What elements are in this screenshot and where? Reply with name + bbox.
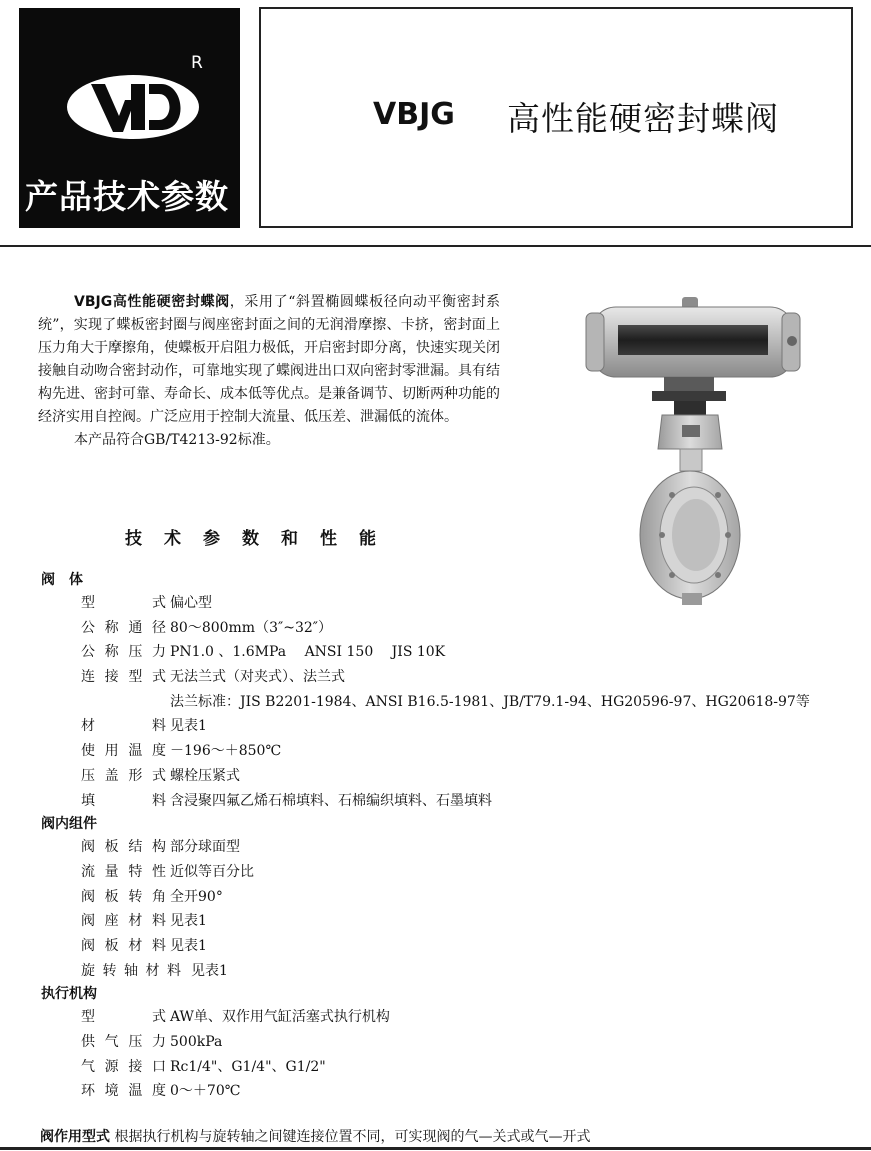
spec-value: 见表1 bbox=[191, 962, 228, 979]
spec-label: 连接型式 bbox=[81, 669, 166, 686]
spec-value: 见表1 bbox=[170, 718, 207, 735]
spec-label: 供气压力 bbox=[81, 1034, 166, 1050]
spec-value: 部分球面型 bbox=[170, 839, 240, 856]
logo-caption: 产品技术参数 bbox=[25, 177, 229, 216]
spec-row bbox=[40, 739, 860, 764]
spec-row bbox=[40, 764, 860, 789]
spec-value: 近似等百分比 bbox=[170, 863, 254, 880]
title-panel bbox=[259, 7, 853, 228]
spec-row bbox=[40, 909, 860, 934]
spec-label: 阀板材料 bbox=[81, 937, 166, 954]
spec-value: 0～＋70℃ bbox=[170, 1083, 241, 1100]
spec-value: 法兰标准：JIS B2201-1984、ANSI B16.5-1981、JB/T79.1-94、HG20596-97、HG20618-97等 bbox=[170, 693, 810, 710]
spec-row bbox=[40, 835, 860, 860]
spec-label: 型式 bbox=[81, 595, 166, 611]
footer-divider bbox=[0, 1147, 871, 1150]
section-title: 技术参数和性能 bbox=[125, 529, 398, 549]
spec-value: Rc1/4"、G1/4"、G1/2" bbox=[170, 1058, 326, 1075]
intro-lead-text: ，采用了“斜置椭圆蝶板径向动平衡密封系统”，实现了蝶板密封圈与阀座密封面之间的无润滑摩擦、卡挤，密封面上压力角大于摩擦角，使蝶板开启阻力极低，开启密封即分离，快速实现关闭接触自动吻合密封动作，可靠地实现了蝶阀进出口双向密封零泄漏。具有结构先进、密封可靠、寿命长、成本低等优点。是兼备调节、切断两种功能的经济实用自控阀。广泛应用于控制大流量、低压差、泄漏低的流体。 bbox=[38, 294, 500, 425]
product-model: VBJG bbox=[373, 97, 455, 132]
spec-row bbox=[40, 690, 860, 715]
spec-label: 流量特性 bbox=[81, 863, 166, 880]
butterfly-valve-image bbox=[578, 295, 818, 615]
spec-value: 含浸聚四氟乙烯石棉填料、石棉编织填料、石墨填料 bbox=[170, 792, 492, 809]
intro-lead-bold: VBJG高性能硬密封蝶阀 bbox=[74, 294, 230, 310]
spec-label: 环境温度 bbox=[81, 1083, 166, 1100]
spec-value: 见表1 bbox=[170, 937, 207, 954]
spec-label: 阀板转角 bbox=[81, 888, 166, 905]
spec-row bbox=[40, 665, 860, 690]
spec-value: 80～800mm（3″~32″） bbox=[170, 619, 332, 636]
spec-row bbox=[40, 640, 860, 665]
spec-row bbox=[40, 616, 860, 641]
spec-label: 材料 bbox=[81, 718, 166, 735]
action-type-row bbox=[40, 1126, 590, 1146]
spec-label: 阀座材料 bbox=[81, 913, 166, 930]
spec-label: 旋转轴材料 bbox=[81, 962, 181, 979]
spec-label: 气源接口 bbox=[81, 1058, 166, 1075]
group-heading-actuator: 执行机构 bbox=[41, 986, 97, 1003]
spec-row bbox=[40, 1005, 860, 1030]
spec-row bbox=[40, 934, 860, 959]
product-title: 高性能硬密封蝶阀 bbox=[507, 99, 779, 138]
spec-row bbox=[40, 860, 860, 885]
logo-panel bbox=[19, 8, 240, 228]
spec-value: 500kPa bbox=[170, 1034, 223, 1050]
intro-paragraph bbox=[38, 291, 500, 429]
spec-value: －196～＋850℃ bbox=[170, 743, 282, 760]
spec-list bbox=[40, 569, 860, 1104]
header-divider bbox=[0, 245, 871, 247]
spec-row bbox=[40, 591, 860, 616]
spec-row bbox=[40, 1055, 860, 1080]
intro-section bbox=[38, 291, 500, 452]
action-type-text: 根据执行机构与旋转轴之间键连接位置不同，可实现阀的气—关式或气—开式 bbox=[114, 1129, 591, 1145]
spec-value: AW单、双作用气缸活塞式执行机构 bbox=[170, 1009, 390, 1026]
spec-row bbox=[40, 959, 860, 984]
spec-label: 填料 bbox=[81, 792, 166, 809]
spec-value: PN1.0 、1.6MPa ANSI 150 JIS 10K bbox=[170, 644, 446, 661]
spec-value: 螺栓压紧式 bbox=[170, 767, 240, 784]
registered-mark: R bbox=[191, 53, 203, 73]
spec-value: 偏心型 bbox=[170, 595, 212, 611]
spec-value: 见表1 bbox=[170, 913, 207, 930]
group-heading-body: 阀体 bbox=[41, 572, 97, 588]
spec-row bbox=[40, 1079, 860, 1104]
spec-row bbox=[40, 714, 860, 739]
group-heading-trim: 阀内组件 bbox=[41, 816, 97, 833]
standard-note: 本产品符合GB/T4213-92标准。 bbox=[74, 432, 280, 448]
spec-row bbox=[40, 885, 860, 910]
company-logo-icon bbox=[61, 72, 206, 142]
spec-value: 无法兰式（对夹式）、法兰式 bbox=[170, 669, 345, 686]
spec-label: 压盖形式 bbox=[81, 767, 166, 784]
spec-label: 公称通径 bbox=[81, 619, 166, 636]
action-type-heading: 阀作用型式 bbox=[40, 1129, 110, 1145]
spec-label: 使用温度 bbox=[81, 743, 166, 760]
spec-label: 公称压力 bbox=[81, 644, 166, 661]
spec-row bbox=[40, 1030, 860, 1055]
spec-label: 型式 bbox=[81, 1009, 166, 1026]
spec-row bbox=[40, 789, 860, 814]
spec-value: 全开90° bbox=[170, 888, 223, 905]
spec-label: 阀板结构 bbox=[81, 839, 166, 856]
